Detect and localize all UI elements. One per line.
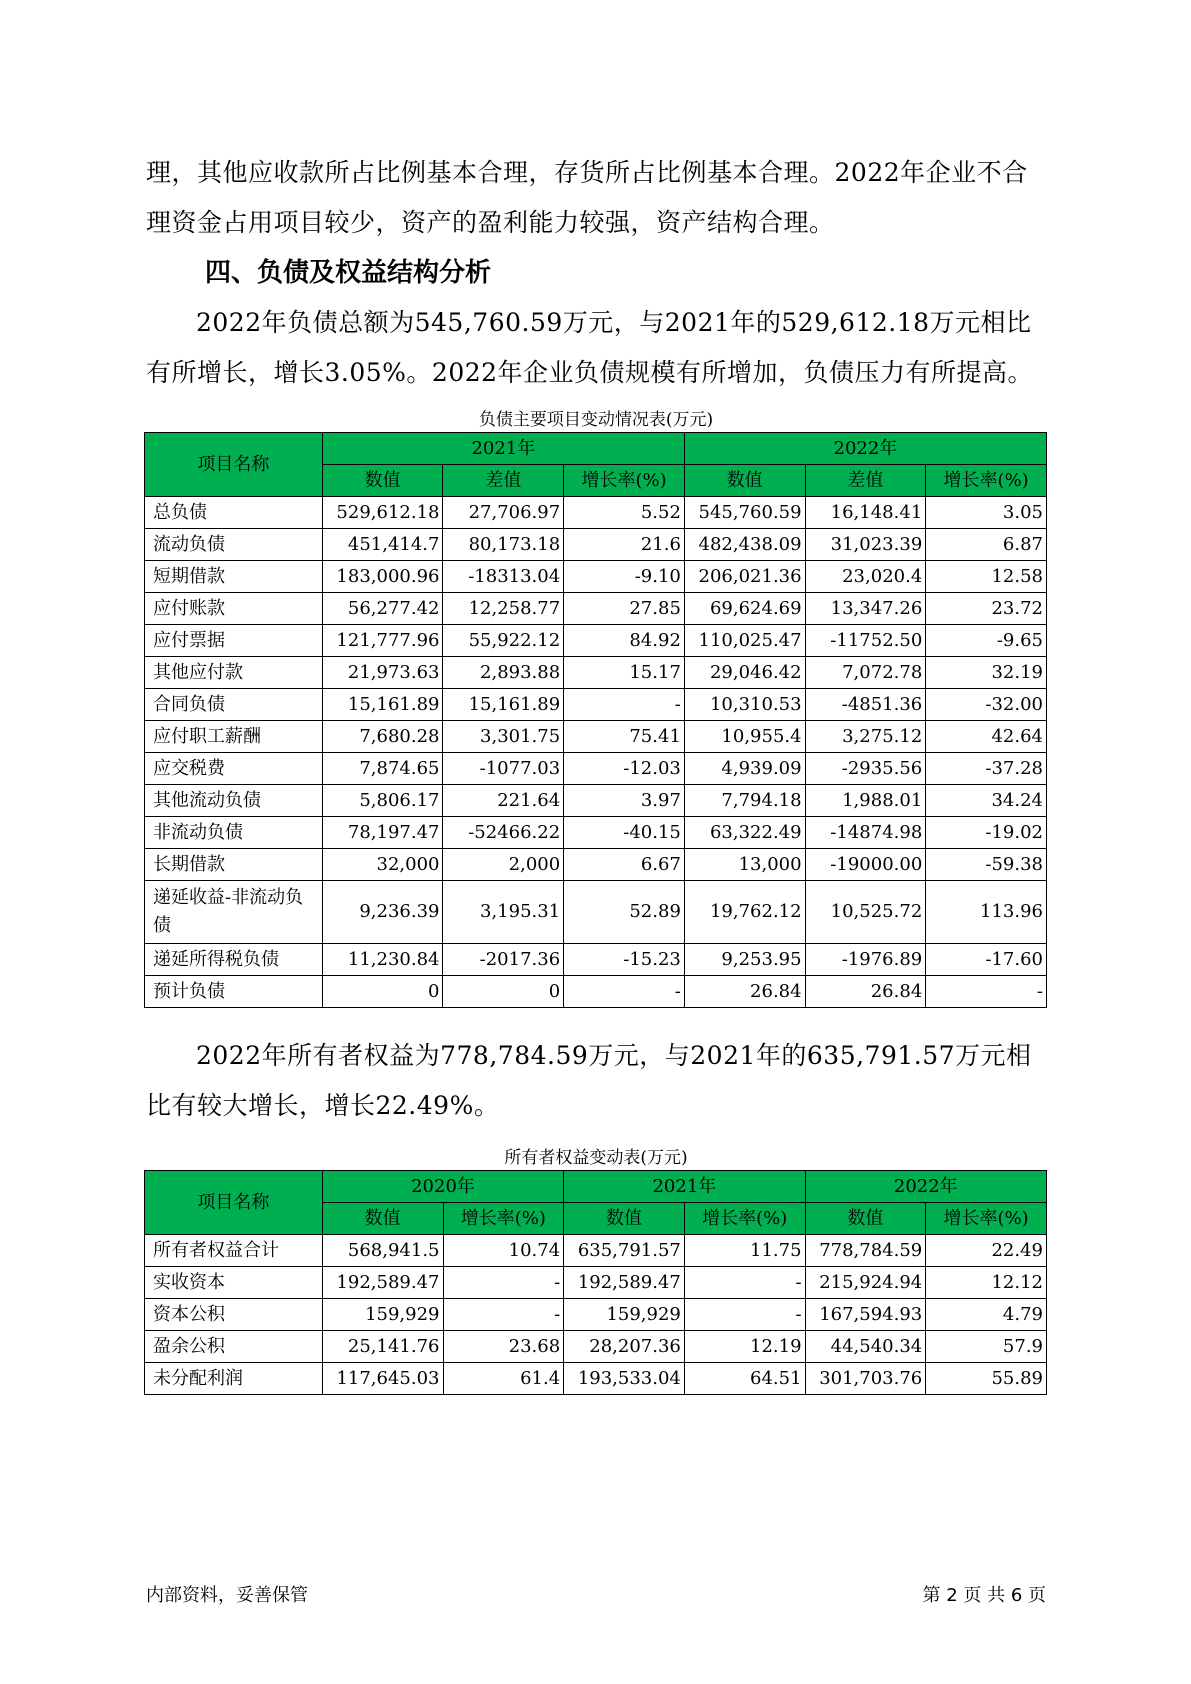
- cell-value: 3.97: [564, 785, 685, 817]
- cell-value: 9,236.39: [322, 881, 443, 944]
- year-header: 2021年: [322, 433, 684, 465]
- intro-paragraph: 理，其他应收款所占比例基本合理，存货所占比例基本合理。2022年企业不合理资金占用项目较少，资产的盈利能力较强，资产结构合理。: [146, 158, 1028, 237]
- year-header: 2022年: [805, 1171, 1046, 1203]
- table-row: [145, 1235, 1047, 1267]
- sub-header: 数值: [322, 465, 443, 497]
- cell-value: 0: [322, 976, 443, 1008]
- cell-value: -: [684, 1267, 805, 1299]
- table-row: [145, 721, 1047, 753]
- cell-value: -32.00: [926, 689, 1047, 721]
- cell-value: 19,762.12: [684, 881, 805, 944]
- cell-value: -52466.22: [443, 817, 564, 849]
- row-label: 流动负债: [145, 529, 323, 561]
- table-row: [145, 753, 1047, 785]
- cell-value: 0: [443, 976, 564, 1008]
- cell-value: 568,941.5: [322, 1235, 443, 1267]
- cell-value: -40.15: [564, 817, 685, 849]
- cell-value: 26.84: [684, 976, 805, 1008]
- sub-header: 增长率(%): [684, 1203, 805, 1235]
- cell-value: 32.19: [926, 657, 1047, 689]
- cell-value: 5,806.17: [322, 785, 443, 817]
- cell-value: 13,000: [684, 849, 805, 881]
- cell-value: 192,589.47: [564, 1267, 685, 1299]
- cell-value: 3,301.75: [443, 721, 564, 753]
- cell-value: -14874.98: [805, 817, 926, 849]
- table-row: [145, 944, 1047, 976]
- cell-value: 28,207.36: [564, 1331, 685, 1363]
- row-label: 实收资本: [145, 1267, 323, 1299]
- cell-value: 2,893.88: [443, 657, 564, 689]
- table-row: [145, 593, 1047, 625]
- cell-value: 10.74: [443, 1235, 564, 1267]
- table-row: [145, 689, 1047, 721]
- sub-header: 数值: [322, 1203, 443, 1235]
- row-label: 其他流动负债: [145, 785, 323, 817]
- cell-value: 12.19: [684, 1331, 805, 1363]
- cell-value: 7,874.65: [322, 753, 443, 785]
- cell-value: 23.68: [443, 1331, 564, 1363]
- liability-table-body: [145, 497, 1047, 1008]
- cell-value: -: [564, 689, 685, 721]
- cell-value: 117,645.03: [322, 1363, 443, 1395]
- row-label: 应交税费: [145, 753, 323, 785]
- cell-value: 121,777.96: [322, 625, 443, 657]
- cell-value: 6.87: [926, 529, 1047, 561]
- cell-value: 57.9: [926, 1331, 1047, 1363]
- sub-header: 差值: [443, 465, 564, 497]
- cell-value: 113.96: [926, 881, 1047, 944]
- row-label: 盈余公积: [145, 1331, 323, 1363]
- cell-value: 635,791.57: [564, 1235, 685, 1267]
- cell-value: 23.72: [926, 593, 1047, 625]
- cell-value: 7,794.18: [684, 785, 805, 817]
- cell-value: 4.79: [926, 1299, 1047, 1331]
- cell-value: 84.92: [564, 625, 685, 657]
- liability-table-caption: 负债主要项目变动情况表(万元): [478, 410, 714, 430]
- cell-value: 206,021.36: [684, 561, 805, 593]
- cell-value: -59.38: [926, 849, 1047, 881]
- cell-value: -: [443, 1267, 564, 1299]
- cell-value: 451,414.7: [322, 529, 443, 561]
- cell-value: 80,173.18: [443, 529, 564, 561]
- cell-value: 10,525.72: [805, 881, 926, 944]
- cell-value: 69,624.69: [684, 593, 805, 625]
- cell-value: 25,141.76: [322, 1331, 443, 1363]
- cell-value: 215,924.94: [805, 1267, 926, 1299]
- cell-value: -4851.36: [805, 689, 926, 721]
- cell-value: 13,347.26: [805, 593, 926, 625]
- row-label: 未分配利润: [145, 1363, 323, 1395]
- row-label: 应付票据: [145, 625, 323, 657]
- row-label: 短期借款: [145, 561, 323, 593]
- cell-value: 64.51: [684, 1363, 805, 1395]
- cell-value: 21.6: [564, 529, 685, 561]
- cell-value: 10,310.53: [684, 689, 805, 721]
- cell-value: -12.03: [564, 753, 685, 785]
- year-header: 2022年: [684, 433, 1046, 465]
- cell-value: 4,939.09: [684, 753, 805, 785]
- cell-value: 192,589.47: [322, 1267, 443, 1299]
- cell-value: 56,277.42: [322, 593, 443, 625]
- equity-table-caption: 所有者权益变动表(万元): [504, 1148, 688, 1168]
- table-row: [145, 849, 1047, 881]
- equity-table-body: [145, 1235, 1047, 1395]
- cell-value: -11752.50: [805, 625, 926, 657]
- table-row: [145, 497, 1047, 529]
- cell-value: 32,000: [322, 849, 443, 881]
- sub-header: 数值: [564, 1203, 685, 1235]
- cell-value: -19000.00: [805, 849, 926, 881]
- cell-value: 301,703.76: [805, 1363, 926, 1395]
- table-row: [145, 785, 1047, 817]
- cell-value: 55.89: [926, 1363, 1047, 1395]
- cell-value: 12.12: [926, 1267, 1047, 1299]
- cell-value: -15.23: [564, 944, 685, 976]
- equity-paragraph: 2022年所有者权益为778,784.59万元，与2021年的635,791.57万元相比有较大增长，增长22.49%。: [146, 1041, 1032, 1120]
- cell-value: 3,275.12: [805, 721, 926, 753]
- name-column-header: 项目名称: [145, 1171, 323, 1235]
- year-header: 2020年: [322, 1171, 563, 1203]
- cell-value: -17.60: [926, 944, 1047, 976]
- row-label: 所有者权益合计: [145, 1235, 323, 1267]
- equity-table: [144, 1170, 1047, 1395]
- table-row: [145, 625, 1047, 657]
- row-label: 应付职工薪酬: [145, 721, 323, 753]
- cell-value: 3.05: [926, 497, 1047, 529]
- cell-value: 167,594.93: [805, 1299, 926, 1331]
- row-label: 递延收益-非流动负债: [145, 881, 323, 944]
- section-heading: 四、负债及权益结构分析: [205, 258, 492, 288]
- cell-value: 11.75: [684, 1235, 805, 1267]
- cell-value: 12.58: [926, 561, 1047, 593]
- liability-table: [144, 432, 1047, 1008]
- cell-value: 78,197.47: [322, 817, 443, 849]
- sub-header: 数值: [805, 1203, 926, 1235]
- row-label: 应付账款: [145, 593, 323, 625]
- cell-value: 183,000.96: [322, 561, 443, 593]
- cell-value: 15,161.89: [322, 689, 443, 721]
- cell-value: 55,922.12: [443, 625, 564, 657]
- cell-value: -1077.03: [443, 753, 564, 785]
- table-row: [145, 881, 1047, 944]
- cell-value: 26.84: [805, 976, 926, 1008]
- cell-value: 778,784.59: [805, 1235, 926, 1267]
- cell-value: 31,023.39: [805, 529, 926, 561]
- table-row: [145, 817, 1047, 849]
- page-number: 第 2 页 共 6 页: [922, 1585, 1046, 1606]
- cell-value: 545,760.59: [684, 497, 805, 529]
- row-label: 其他应付款: [145, 657, 323, 689]
- row-label: 合同负债: [145, 689, 323, 721]
- cell-value: -18313.04: [443, 561, 564, 593]
- cell-value: 12,258.77: [443, 593, 564, 625]
- table-row: [145, 529, 1047, 561]
- cell-value: -2017.36: [443, 944, 564, 976]
- name-column-header: 项目名称: [145, 433, 323, 497]
- sub-header: 数值: [684, 465, 805, 497]
- cell-value: 1,988.01: [805, 785, 926, 817]
- cell-value: 529,612.18: [322, 497, 443, 529]
- cell-value: 110,025.47: [684, 625, 805, 657]
- sub-header: 差值: [805, 465, 926, 497]
- cell-value: -1976.89: [805, 944, 926, 976]
- cell-value: 193,533.04: [564, 1363, 685, 1395]
- cell-value: 27,706.97: [443, 497, 564, 529]
- cell-value: 27.85: [564, 593, 685, 625]
- row-label: 递延所得税负债: [145, 944, 323, 976]
- footer-note: 内部资料，妥善保管: [146, 1585, 308, 1606]
- sub-header: 增长率(%): [443, 1203, 564, 1235]
- cell-value: 2,000: [443, 849, 564, 881]
- cell-value: 61.4: [443, 1363, 564, 1395]
- row-label: 总负债: [145, 497, 323, 529]
- cell-value: 9,253.95: [684, 944, 805, 976]
- row-label: 非流动负债: [145, 817, 323, 849]
- cell-value: 7,072.78: [805, 657, 926, 689]
- table-row: [145, 1299, 1047, 1331]
- table-row: [145, 976, 1047, 1008]
- cell-value: 23,020.4: [805, 561, 926, 593]
- year-header: 2021年: [564, 1171, 805, 1203]
- table-row: [145, 561, 1047, 593]
- table-row: [145, 1363, 1047, 1395]
- cell-value: -: [926, 976, 1047, 1008]
- cell-value: 159,929: [564, 1299, 685, 1331]
- cell-value: 16,148.41: [805, 497, 926, 529]
- cell-value: 7,680.28: [322, 721, 443, 753]
- table-row: [145, 1331, 1047, 1363]
- cell-value: 15,161.89: [443, 689, 564, 721]
- liability-paragraph: 2022年负债总额为545,760.59万元，与2021年的529,612.18万元相比有所增长，增长3.05%。2022年企业负债规模有所增加，负债压力有所提高。: [146, 308, 1034, 387]
- cell-value: 482,438.09: [684, 529, 805, 561]
- cell-value: 15.17: [564, 657, 685, 689]
- cell-value: 11,230.84: [322, 944, 443, 976]
- sub-header: 增长率(%): [564, 465, 685, 497]
- cell-value: 5.52: [564, 497, 685, 529]
- table-row: [145, 657, 1047, 689]
- row-label: 资本公积: [145, 1299, 323, 1331]
- cell-value: 22.49: [926, 1235, 1047, 1267]
- cell-value: 42.64: [926, 721, 1047, 753]
- cell-value: -2935.56: [805, 753, 926, 785]
- cell-value: 29,046.42: [684, 657, 805, 689]
- cell-value: -19.02: [926, 817, 1047, 849]
- cell-value: 221.64: [443, 785, 564, 817]
- cell-value: -37.28: [926, 753, 1047, 785]
- row-label: 长期借款: [145, 849, 323, 881]
- sub-header: 增长率(%): [926, 465, 1047, 497]
- cell-value: -: [684, 1299, 805, 1331]
- cell-value: -: [564, 976, 685, 1008]
- cell-value: 34.24: [926, 785, 1047, 817]
- cell-value: 44,540.34: [805, 1331, 926, 1363]
- row-label: 预计负债: [145, 976, 323, 1008]
- cell-value: 21,973.63: [322, 657, 443, 689]
- cell-value: 10,955.4: [684, 721, 805, 753]
- cell-value: 3,195.31: [443, 881, 564, 944]
- sub-header: 增长率(%): [926, 1203, 1047, 1235]
- cell-value: 52.89: [564, 881, 685, 944]
- table-row: [145, 1267, 1047, 1299]
- cell-value: 63,322.49: [684, 817, 805, 849]
- cell-value: 75.41: [564, 721, 685, 753]
- cell-value: -9.10: [564, 561, 685, 593]
- cell-value: 6.67: [564, 849, 685, 881]
- cell-value: -9.65: [926, 625, 1047, 657]
- cell-value: -: [443, 1299, 564, 1331]
- cell-value: 159,929: [322, 1299, 443, 1331]
